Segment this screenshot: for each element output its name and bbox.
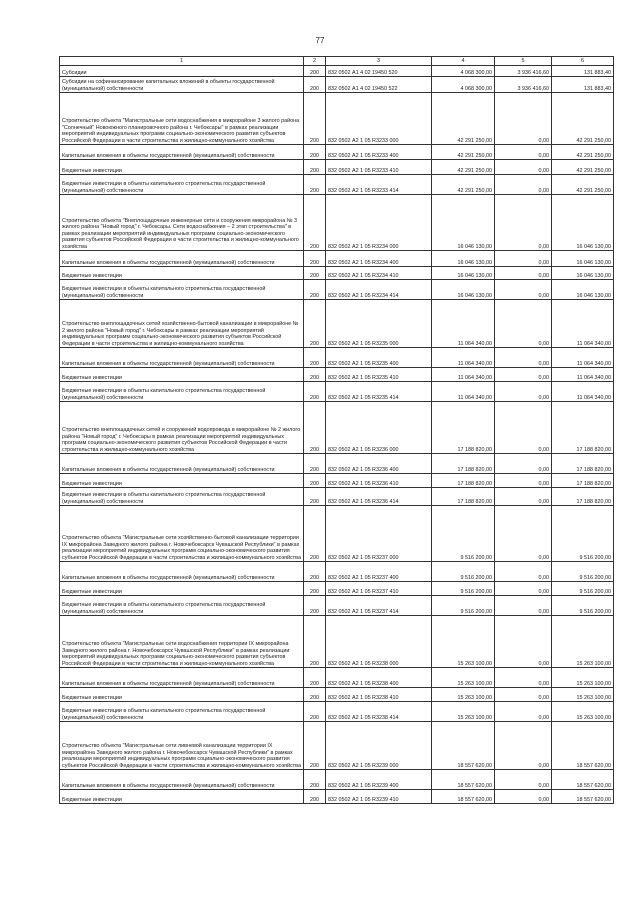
row-code: 832 0502 А2 1 05 R3234 400 [326, 251, 432, 267]
row-col2: 200 [304, 790, 326, 804]
row-col6: 15 263 100,00 [552, 702, 614, 722]
row-col2: 200 [304, 722, 326, 770]
row-code: 832 0502 А2 1 05 R3235 000 [326, 300, 432, 348]
row-col6: 18 557 620,00 [552, 790, 614, 804]
row-col2: 200 [304, 474, 326, 488]
row-col2: 200 [304, 702, 326, 722]
row-col6: 17 188 820,00 [552, 488, 614, 506]
table-row [60, 688, 614, 702]
row-code: 832 0502 А2 1 05 R3237 400 [326, 562, 432, 582]
row-col5: 0,00 [495, 175, 552, 195]
row-col5: 0,00 [495, 616, 552, 668]
row-name: Строительство объекта "Магистральные сети водоснабжения территории IX микрорайона Заведного жилого района г. Новочебоксарск Чувашской Республики" в рамках реализации мероприятий индивидуальных программ социально-экономического развития субъектов Российской Федерации в части строительства и жилищно-коммунального хозяйства [60, 616, 304, 668]
row-col5: 0,00 [495, 474, 552, 488]
row-col6: 16 046 130,00 [552, 280, 614, 300]
row-col4: 9 516 200,00 [432, 506, 495, 562]
table-row [60, 616, 614, 668]
row-col2: 200 [304, 160, 326, 175]
row-code: 832 0502 А2 1 05 R3239 400 [326, 770, 432, 790]
row-col2: 200 [304, 66, 326, 77]
row-name: Бюджетные инвестиции [60, 368, 304, 382]
row-code: 832 0502 А2 1 05 R3234 414 [326, 280, 432, 300]
row-col6: 16 046 130,00 [552, 195, 614, 251]
row-col4: 9 516 200,00 [432, 596, 495, 616]
row-col2: 200 [304, 770, 326, 790]
row-code: 832 0502 А2 1 05 R3236 000 [326, 402, 432, 454]
row-code: 832 0502 А2 1 05 R3236 400 [326, 454, 432, 474]
row-col6: 9 516 200,00 [552, 596, 614, 616]
row-col2: 200 [304, 582, 326, 596]
row-col6: 131 883,40 [552, 66, 614, 77]
row-col4: 16 046 130,00 [432, 280, 495, 300]
table-row [60, 506, 614, 562]
row-name: Бюджетные инвестиции [60, 582, 304, 596]
row-name: Бюджетные инвестиции в объекты капитального строительства государственной (муниципальной) собственности [60, 596, 304, 616]
row-col5: 0,00 [495, 722, 552, 770]
row-code: 832 0502 А2 1 05 R3239 410 [326, 790, 432, 804]
row-code: 832 0502 А2 1 05 R3235 400 [326, 348, 432, 368]
row-name: Капитальные вложения в объекты государственной (муниципальной) собственности [60, 454, 304, 474]
row-code: 832 0502 А2 1 05 R3238 414 [326, 702, 432, 722]
table-row [60, 348, 614, 368]
row-col2: 200 [304, 348, 326, 368]
row-col2: 200 [304, 616, 326, 668]
row-col6: 17 188 820,00 [552, 402, 614, 454]
row-col4: 9 516 200,00 [432, 582, 495, 596]
row-name: Бюджетные инвестиции [60, 474, 304, 488]
row-col2: 200 [304, 195, 326, 251]
table-row [60, 596, 614, 616]
row-col5: 0,00 [495, 702, 552, 722]
row-col4: 16 046 130,00 [432, 195, 495, 251]
row-col4: 11 064 340,00 [432, 348, 495, 368]
row-code: 832 0502 А2 1 05 R3238 000 [326, 616, 432, 668]
header-row [60, 57, 614, 66]
row-name: Строительство внеплощадочных сетей и сооружений водопровода в микрорайоне № 2 жилого района "Новый город" г. Чебоксары в рамках реализации мероприятий индивидуальных программ социально-экономического развития субъектов Российской Федерации в части строительства и жилищно-коммунального хозяйства [60, 402, 304, 454]
table-row [60, 582, 614, 596]
row-col4: 4 068 300,00 [432, 77, 495, 93]
row-name: Бюджетные инвестиции [60, 267, 304, 280]
row-col4: 17 188 820,00 [432, 454, 495, 474]
row-col4: 11 064 340,00 [432, 382, 495, 402]
table-row [60, 368, 614, 382]
table-row [60, 66, 614, 77]
row-name: Бюджетные инвестиции [60, 160, 304, 175]
row-col6: 9 516 200,00 [552, 506, 614, 562]
row-col6: 11 064 340,00 [552, 300, 614, 348]
row-col2: 200 [304, 175, 326, 195]
row-col4: 18 557 620,00 [432, 722, 495, 770]
row-col5: 0,00 [495, 582, 552, 596]
row-code: 832 0502 А2 1 05 R3236 414 [326, 488, 432, 506]
row-col5: 0,00 [495, 348, 552, 368]
row-col2: 200 [304, 251, 326, 267]
row-col5: 0,00 [495, 454, 552, 474]
row-name: Бюджетные инвестиции в объекты капитального строительства государственной (муниципальной) собственности [60, 488, 304, 506]
row-col2: 200 [304, 280, 326, 300]
row-col4: 16 046 130,00 [432, 251, 495, 267]
table-row [60, 267, 614, 280]
row-code: 832 0502 А1 4 02 19450 522 [326, 77, 432, 93]
row-code: 832 0502 А2 1 05 R3235 414 [326, 382, 432, 402]
row-name: Строительство объекта "Внеплощадочные инженерные сети и сооружения микрорайона № 3 жилого района "Новый город" г. Чебоксары. Сети водоснабжения – 2 этап строительства" в рамках реализации мероприятий индивидуальных программ социально-экономического развития субъектов Российской Федерации в части строительства и жилищно-коммунального хозяйства [60, 195, 304, 251]
table-row [60, 454, 614, 474]
row-col4: 9 516 200,00 [432, 562, 495, 582]
table-row [60, 195, 614, 251]
row-col2: 200 [304, 668, 326, 688]
row-col2: 200 [304, 368, 326, 382]
row-col5: 3 936 416,60 [495, 66, 552, 77]
row-col4: 15 263 100,00 [432, 688, 495, 702]
table-row [60, 145, 614, 160]
row-col6: 15 263 100,00 [552, 668, 614, 688]
col-header-1: 1 [60, 57, 304, 66]
col-header-2: 2 [304, 57, 326, 66]
row-code: 832 0502 А2 1 05 R3238 410 [326, 688, 432, 702]
row-col4: 42 291 250,00 [432, 145, 495, 160]
row-name: Бюджетные инвестиции в объекты капитального строительства государственной (муниципальной) собственности [60, 382, 304, 402]
row-col5: 0,00 [495, 506, 552, 562]
row-col5: 0,00 [495, 562, 552, 582]
row-col4: 15 263 100,00 [432, 668, 495, 688]
row-col2: 200 [304, 402, 326, 454]
table-row [60, 790, 614, 804]
row-code: 832 0502 А2 1 05 R3237 414 [326, 596, 432, 616]
row-col6: 11 064 340,00 [552, 382, 614, 402]
row-name: Строительство внеплощадочных сетей хозяйственно-бытовой канализации в микрорайоне № 2 жилого района "Новый город" г. Чебоксары в рамках реализации мероприятий индивидуальных программ социально-экономического развития субъектов Российской Федерации в части строительства и жилищно-коммунального хозяйства [60, 300, 304, 348]
row-code: 832 0502 А2 1 05 R3238 400 [326, 668, 432, 688]
row-name: Капитальные вложения в объекты государственной (муниципальной) собственности [60, 348, 304, 368]
table-body [60, 66, 614, 804]
table-row [60, 488, 614, 506]
row-code: 832 0502 А2 1 05 R3233 000 [326, 93, 432, 145]
row-col6: 42 291 250,00 [552, 93, 614, 145]
row-col5: 0,00 [495, 145, 552, 160]
row-code: 832 0502 А2 1 05 R3237 000 [326, 506, 432, 562]
row-name: Субсидии на софинансирование капитальных вложений в объекты государственной (муниципальной) собственности [60, 77, 304, 93]
row-col2: 200 [304, 145, 326, 160]
row-col6: 9 516 200,00 [552, 562, 614, 582]
row-name: Бюджетные инвестиции [60, 790, 304, 804]
table-row [60, 382, 614, 402]
row-col5: 0,00 [495, 790, 552, 804]
row-col2: 200 [304, 506, 326, 562]
row-name: Капитальные вложения в объекты государственной (муниципальной) собственности [60, 668, 304, 688]
row-name: Капитальные вложения в объекты государственной (муниципальной) собственности [60, 770, 304, 790]
row-col4: 15 263 100,00 [432, 702, 495, 722]
row-col2: 200 [304, 596, 326, 616]
row-col5: 0,00 [495, 195, 552, 251]
row-col6: 18 557 620,00 [552, 770, 614, 790]
row-col4: 17 188 820,00 [432, 488, 495, 506]
row-col2: 200 [304, 77, 326, 93]
row-col2: 200 [304, 562, 326, 582]
row-col6: 16 046 130,00 [552, 251, 614, 267]
row-col2: 200 [304, 382, 326, 402]
row-code: 832 0502 А2 1 05 R3233 414 [326, 175, 432, 195]
row-col2: 200 [304, 488, 326, 506]
table-row [60, 722, 614, 770]
row-col5: 0,00 [495, 368, 552, 382]
table-row [60, 562, 614, 582]
row-name: Бюджетные инвестиции в объекты капитального строительства государственной (муниципальной) собственности [60, 280, 304, 300]
row-col6: 131 883,40 [552, 77, 614, 93]
row-col2: 200 [304, 267, 326, 280]
row-code: 832 0502 А1 4 02 19450 520 [326, 66, 432, 77]
row-col2: 200 [304, 300, 326, 348]
table-row [60, 160, 614, 175]
row-col5: 0,00 [495, 160, 552, 175]
row-col5: 0,00 [495, 251, 552, 267]
table-row [60, 402, 614, 454]
row-name: Строительство объекта "Магистральные сети водоснабжения в микрорайоне 3 жилого района "Солнечный" Новоюжного планировочного района г. Чебоксары" в рамках реализации мероприятий индивидуальных программ социально-экономического развития субъектов Российской Федерации в части строительства и жилищно-коммунального хозяйства [60, 93, 304, 145]
row-col4: 17 188 820,00 [432, 474, 495, 488]
row-name: Бюджетные инвестиции [60, 688, 304, 702]
row-code: 832 0502 А2 1 05 R3233 410 [326, 160, 432, 175]
row-col4: 11 064 340,00 [432, 300, 495, 348]
row-col4: 17 188 820,00 [432, 402, 495, 454]
row-code: 832 0502 А2 1 05 R3237 410 [326, 582, 432, 596]
row-name: Бюджетные инвестиции в объекты капитального строительства государственной (муниципальной) собственности [60, 175, 304, 195]
col-header-3: 3 [326, 57, 432, 66]
table-row [60, 175, 614, 195]
row-col4: 15 263 100,00 [432, 616, 495, 668]
row-name: Капитальные вложения в объекты государственной (муниципальной) собственности [60, 145, 304, 160]
row-code: 832 0502 А2 1 05 R3234 410 [326, 267, 432, 280]
row-col4: 18 557 620,00 [432, 790, 495, 804]
page-number: 77 [315, 36, 325, 45]
col-header-5: 5 [495, 57, 552, 66]
table-row [60, 770, 614, 790]
row-col4: 42 291 250,00 [432, 160, 495, 175]
row-col5: 3 936 416,60 [495, 77, 552, 93]
col-header-6: 6 [552, 57, 614, 66]
row-name: Бюджетные инвестиции в объекты капитального строительства государственной (муниципальной) собственности [60, 702, 304, 722]
row-col6: 11 064 340,00 [552, 368, 614, 382]
row-col5: 0,00 [495, 382, 552, 402]
table-row [60, 280, 614, 300]
table-row [60, 251, 614, 267]
row-code: 832 0502 А2 1 05 R3235 410 [326, 368, 432, 382]
row-col6: 15 263 100,00 [552, 616, 614, 668]
row-col6: 42 291 250,00 [552, 145, 614, 160]
row-col5: 0,00 [495, 488, 552, 506]
col-header-4: 4 [432, 57, 495, 66]
row-col5: 0,00 [495, 93, 552, 145]
row-code: 832 0502 А2 1 05 R3239 000 [326, 722, 432, 770]
budget-table [59, 56, 614, 804]
table-row [60, 474, 614, 488]
row-col6: 9 516 200,00 [552, 582, 614, 596]
row-name: Субсидии [60, 66, 304, 77]
row-name: Строительство объекта "Магистральные сети хозяйственно-бытовой канализации территории IX микрорайона Заведного жилого района г. Новочебоксарск Чувашской Республики" в рамках реализации мероприятий индивидуальных программ социально-экономического развития субъектов Российской Федерации в части строительства и жилищно-коммунального хозяйства [60, 506, 304, 562]
row-col4: 42 291 250,00 [432, 93, 495, 145]
row-col6: 11 064 340,00 [552, 348, 614, 368]
row-col5: 0,00 [495, 668, 552, 688]
row-col4: 42 291 250,00 [432, 175, 495, 195]
row-col6: 17 188 820,00 [552, 454, 614, 474]
row-col5: 0,00 [495, 300, 552, 348]
row-col6: 17 188 820,00 [552, 474, 614, 488]
row-col6: 16 046 130,00 [552, 267, 614, 280]
row-col5: 0,00 [495, 770, 552, 790]
row-col6: 18 557 620,00 [552, 722, 614, 770]
row-col5: 0,00 [495, 596, 552, 616]
row-name: Строительство объекта "Магистральные сети ливневой канализации территории IX микрорайона Заведного жилого района г. Новочебоксарск Чувашской Республики" в рамках реализации мероприятий индивидуальных программ социально-экономического развития субъектов Российской Федерации в части строительства и жилищно-коммунального хозяйства [60, 722, 304, 770]
row-col4: 16 046 130,00 [432, 267, 495, 280]
row-col2: 200 [304, 688, 326, 702]
row-name: Капитальные вложения в объекты государственной (муниципальной) собственности [60, 562, 304, 582]
row-col4: 11 064 340,00 [432, 368, 495, 382]
table-row [60, 702, 614, 722]
table-row [60, 300, 614, 348]
row-col6: 15 263 100,00 [552, 688, 614, 702]
row-name: Капитальные вложения в объекты государственной (муниципальной) собственности [60, 251, 304, 267]
table-row [60, 93, 614, 145]
row-col4: 18 557 620,00 [432, 770, 495, 790]
row-col2: 200 [304, 454, 326, 474]
row-col2: 200 [304, 93, 326, 145]
table-row [60, 77, 614, 93]
row-col4: 4 068 300,00 [432, 66, 495, 77]
row-code: 832 0502 А2 1 05 R3236 410 [326, 474, 432, 488]
row-col5: 0,00 [495, 280, 552, 300]
row-col5: 0,00 [495, 688, 552, 702]
row-col5: 0,00 [495, 402, 552, 454]
row-col6: 42 291 250,00 [552, 160, 614, 175]
row-code: 832 0502 А2 1 05 R3233 400 [326, 145, 432, 160]
row-col5: 0,00 [495, 267, 552, 280]
row-col6: 42 291 250,00 [552, 175, 614, 195]
table-row [60, 668, 614, 688]
row-code: 832 0502 А2 1 05 R3234 000 [326, 195, 432, 251]
